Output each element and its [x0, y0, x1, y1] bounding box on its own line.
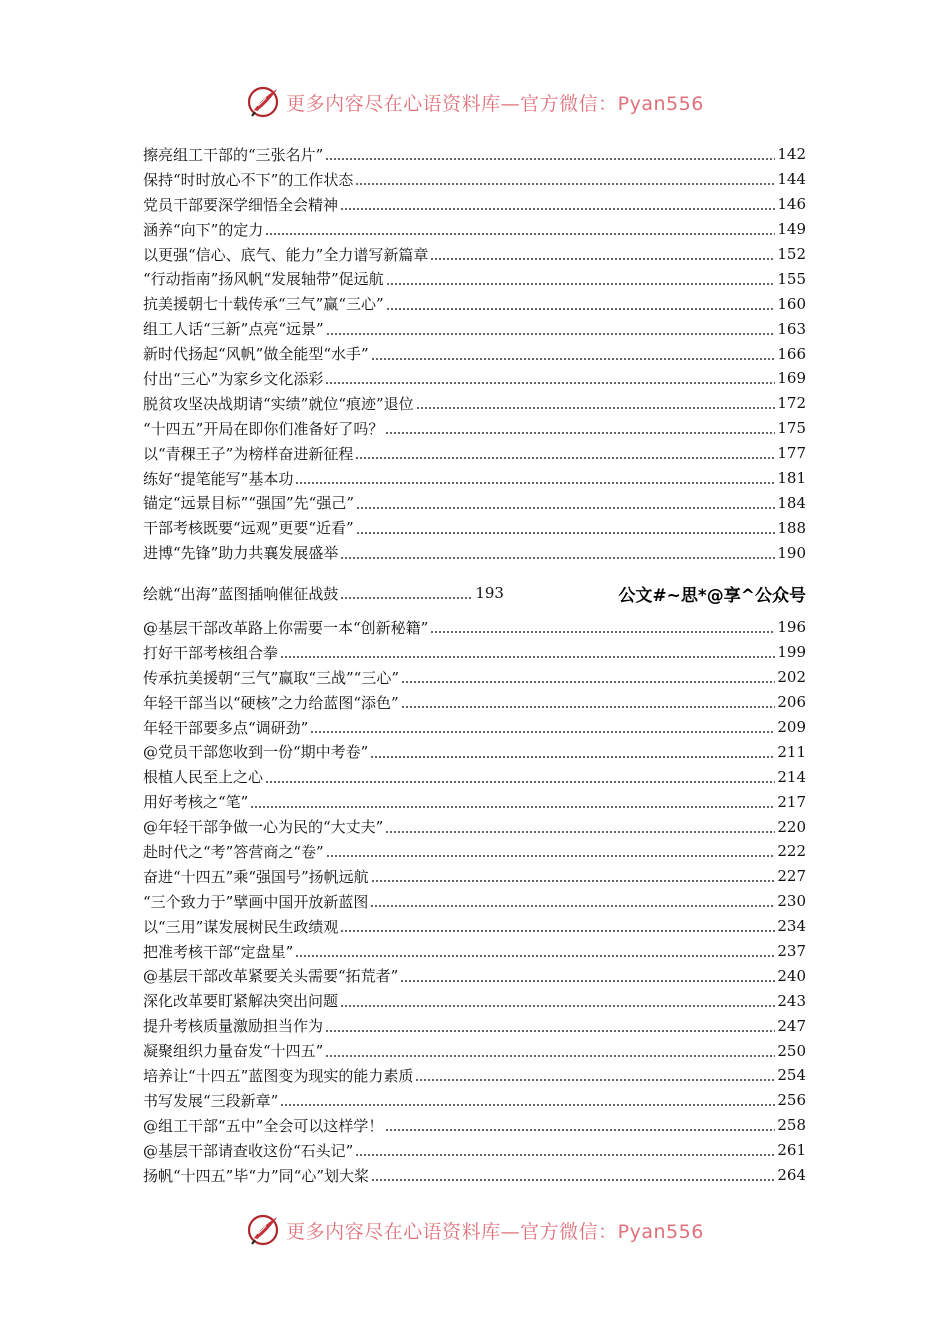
- toc-entry-title: 以更强“信心、底气、能力”全力谱写新篇章: [143, 245, 429, 264]
- toc-entry-page: 172: [777, 394, 806, 413]
- toc-entry[interactable]: [143, 889, 806, 914]
- toc-entry-title: 进博“先锋”助力共襄发展盛举: [143, 544, 339, 563]
- dot-leader: [340, 597, 473, 599]
- toc-entry-title: 保持“时时放心不下”的工作状态: [143, 170, 354, 189]
- toc-entry[interactable]: [143, 490, 806, 515]
- dot-leader: [250, 806, 775, 808]
- toc-entry[interactable]: [143, 814, 806, 839]
- dot-leader: [325, 382, 775, 384]
- toc-entry-with-watermark[interactable]: [143, 580, 806, 606]
- dot-leader: [310, 731, 775, 733]
- toc-entry[interactable]: [143, 1113, 806, 1138]
- toc-entry-title: 年轻干部要多点“调研劲”: [143, 718, 309, 737]
- toc-entry-page: 264: [777, 1166, 806, 1185]
- toc-entry-title: @组工干部“五中”全会可以这样学！: [143, 1116, 384, 1135]
- toc-entry-page: 149: [777, 220, 806, 239]
- toc-entry-page: 227: [777, 867, 806, 886]
- dot-leader: [280, 1104, 775, 1106]
- toc-entry-title: 擦亮组工干部的“三张名片”: [143, 145, 324, 164]
- toc-entry-title: 用好考核之“笔”: [143, 793, 249, 812]
- dot-leader: [385, 831, 775, 833]
- dot-leader: [416, 407, 776, 409]
- toc-entry[interactable]: [143, 416, 806, 441]
- dot-leader: [265, 781, 775, 783]
- toc-entry[interactable]: [143, 316, 806, 341]
- toc-entry[interactable]: [143, 715, 806, 740]
- toc-entry[interactable]: [143, 665, 806, 690]
- toc-entry-page: 169: [777, 369, 806, 388]
- dot-leader: [325, 1030, 775, 1032]
- toc-entry[interactable]: [143, 1138, 806, 1163]
- toc-entry-page: 250: [777, 1041, 806, 1060]
- dot-leader: [371, 880, 776, 882]
- toc-entry-page: 160: [777, 294, 806, 313]
- dot-leader: [371, 1179, 775, 1181]
- toc-entry-page: 196: [777, 618, 806, 637]
- toc-entry-page: 214: [777, 767, 806, 786]
- toc-entry[interactable]: [143, 217, 806, 242]
- toc-entry[interactable]: [143, 640, 806, 665]
- toc-entry[interactable]: [143, 441, 806, 466]
- toc-entry-title: 新时代扬起“风帆”做全能型“水手”: [143, 345, 369, 364]
- toc-entry-title: 练好“提笔能写”基本功: [143, 469, 294, 488]
- toc-entry[interactable]: [143, 1038, 806, 1063]
- quill-logo-icon: [246, 1212, 282, 1248]
- dot-leader: [340, 930, 775, 932]
- dot-leader: [265, 233, 775, 235]
- toc-entry-title: “行动指南”扬风帆“发展轴带”促远航: [143, 270, 384, 289]
- toc-entry-title: 抗美援朝七十载传承“三气”赢“三心”: [143, 295, 384, 314]
- toc-entry-title: @基层干部改革路上你需要一本“创新秘籍”: [143, 618, 429, 637]
- footer-banner: [0, 1210, 950, 1250]
- quill-logo-icon: [246, 84, 282, 120]
- toc-entry-title: @党员干部您收到一份“期中考卷”: [143, 743, 369, 762]
- toc-entry-title: 组工人话“三新”点亮“远景”: [143, 320, 324, 339]
- dot-leader: [355, 183, 775, 185]
- toc-entry-title: 扬帆“十四五”毕“力”同“心”划大桨: [143, 1166, 370, 1185]
- toc-entry-page: 184: [777, 493, 806, 512]
- toc-entry[interactable]: [143, 515, 806, 540]
- toc-entry[interactable]: [143, 789, 806, 814]
- toc-entry-title: “三个致力于”擘画中国开放新蓝图: [143, 892, 369, 911]
- dot-leader: [325, 158, 775, 160]
- toc-entry-title: 根植人民至上之心: [143, 768, 264, 787]
- toc-entry[interactable]: [143, 939, 806, 964]
- toc-entry[interactable]: [143, 1088, 806, 1113]
- dot-leader: [370, 756, 775, 758]
- toc-entry-page: 243: [777, 991, 806, 1010]
- toc-entry[interactable]: [143, 739, 806, 764]
- toc-entry[interactable]: [143, 764, 806, 789]
- dot-leader: [386, 283, 776, 285]
- toc-entry-page: 247: [777, 1016, 806, 1035]
- toc-entry-page: 209: [777, 718, 806, 736]
- toc-entry-title: 党员干部要深学细悟全会精神: [143, 195, 339, 214]
- dot-leader: [340, 208, 775, 210]
- dot-leader: [401, 706, 776, 708]
- dot-leader: [295, 955, 775, 957]
- toc-entry-page: 175: [777, 419, 806, 438]
- dot-leader: [386, 308, 776, 310]
- toc-section-2: [143, 615, 806, 1187]
- toc-entry-page: 240: [777, 966, 806, 985]
- toc-entry-page: 230: [777, 892, 806, 911]
- watermark-text: 公文#~思*@享^公众号: [618, 585, 806, 606]
- toc-entry-page: 142: [777, 145, 806, 164]
- toc-entry-page: 166: [777, 344, 806, 363]
- banner-text: 更多内容尽在心语资料库—官方微信：Pyan556: [286, 92, 704, 115]
- banner-text: 更多内容尽在心语资料库—官方微信：Pyan556: [286, 1220, 704, 1243]
- dot-leader: [355, 457, 775, 459]
- toc-entry[interactable]: [143, 1013, 806, 1038]
- toc-entry[interactable]: [143, 615, 806, 640]
- toc-entry-page: 254: [777, 1066, 806, 1085]
- dot-leader: [325, 1055, 775, 1057]
- toc-entry-page: 188: [777, 518, 806, 537]
- toc-entry-title: 以“青稞王子”为榜样奋进新征程: [143, 444, 354, 463]
- toc-entry[interactable]: [143, 391, 806, 416]
- toc-entry[interactable]: [143, 192, 806, 217]
- toc-entry-title: 干部考核既要“远观”更要“近看”: [143, 519, 354, 538]
- dot-leader: [295, 482, 775, 484]
- toc-entry-page: 222: [777, 842, 806, 861]
- toc-entry-page: 261: [777, 1141, 806, 1160]
- toc-entry-page: 163: [777, 319, 806, 338]
- dot-leader: [280, 656, 775, 658]
- toc-entry-title: 以“三用”谋发展树民生政绩观: [143, 917, 339, 936]
- toc-entry-title: @基层干部改革紧要关头需要“拓荒者”: [143, 967, 399, 986]
- toc-entry-page: 144: [777, 170, 806, 189]
- toc-entry-title: 把准考核干部“定盘星”: [143, 942, 294, 961]
- toc-entry-title: 凝聚组织力量奋发“十四五”: [143, 1042, 324, 1061]
- toc-section-1: [143, 142, 806, 565]
- dot-leader: [326, 333, 776, 335]
- toc-entry[interactable]: [143, 1163, 806, 1188]
- toc-entry-title: 年轻干部当以“硬核”之力给蓝图“添色”: [143, 693, 399, 712]
- header-banner: [0, 82, 950, 122]
- toc-entry[interactable]: [143, 864, 806, 889]
- dot-leader: [385, 1129, 775, 1131]
- toc-entry[interactable]: [143, 291, 806, 316]
- toc-entry-page: 211: [777, 742, 806, 761]
- dot-leader: [355, 1154, 775, 1156]
- toc-entry-page: 256: [777, 1091, 806, 1110]
- toc-entry[interactable]: [143, 690, 806, 715]
- toc-entry-title: 传承抗美援朝“三气”赢取“三战”“三心”: [143, 668, 400, 687]
- toc-entry[interactable]: [143, 988, 806, 1013]
- toc-entry-title: 奋进“十四五”乘“强国号”扬帆远航: [143, 867, 369, 886]
- toc-entry-page: 202: [777, 668, 806, 687]
- toc-entry[interactable]: [143, 142, 806, 167]
- toc-entry-title: 培养让“十四五”蓝图变为现实的能力素质: [143, 1066, 414, 1085]
- toc-entry[interactable]: [143, 167, 806, 192]
- toc-entry[interactable]: [143, 341, 806, 366]
- toc-entry-page: 177: [777, 444, 806, 463]
- toc-entry[interactable]: [143, 963, 806, 988]
- dot-leader: [356, 532, 776, 534]
- toc-entry-title: 绘就“出海”蓝图插响催征战鼓: [143, 584, 339, 603]
- toc-entry-page: 217: [777, 792, 806, 811]
- toc-entry[interactable]: [143, 540, 806, 565]
- dot-leader: [356, 507, 775, 509]
- dot-leader: [326, 855, 776, 857]
- dot-leader: [385, 432, 775, 434]
- toc-entry-title: 打好干部考核组合拳: [143, 643, 279, 662]
- dot-leader: [370, 905, 775, 907]
- toc-entry[interactable]: [143, 1063, 806, 1088]
- toc-entry-page: 199: [777, 643, 806, 662]
- toc-entry-title: 脱贫攻坚决战期请“实绩”就位“痕迹”退位: [143, 394, 414, 413]
- dot-leader: [371, 358, 776, 360]
- toc-entry-page: 155: [777, 269, 806, 288]
- toc-entry[interactable]: [143, 266, 806, 291]
- toc-entry-page: 193: [475, 584, 504, 602]
- toc-entry-title: “十四五”开局在即你们准备好了吗？: [143, 419, 384, 438]
- dot-leader: [415, 1079, 775, 1081]
- toc-entry-title: 赴时代之“考”答营商之“卷”: [143, 842, 324, 861]
- toc-entry-title: @基层干部请查收这份“石头记”: [143, 1141, 354, 1160]
- toc-entry-title: 涵养“向下”的定力: [143, 220, 264, 239]
- toc-entry[interactable]: [143, 366, 806, 391]
- toc-entry[interactable]: [143, 914, 806, 939]
- toc-entry-page: 146: [777, 195, 806, 214]
- dot-leader: [340, 557, 775, 559]
- toc-entry-title: 提升考核质量激励担当作为: [143, 1017, 324, 1036]
- toc-entry-title: 锚定“远景目标”“强国”先“强己”: [143, 494, 355, 513]
- toc-entry-page: 181: [777, 469, 806, 488]
- dot-leader: [400, 980, 775, 982]
- dot-leader: [430, 631, 775, 633]
- toc-entry-title: 付出“三心”为家乡文化添彩: [143, 369, 324, 388]
- dot-leader: [401, 681, 775, 683]
- dot-leader: [430, 258, 775, 260]
- toc-entry-title: @年轻干部争做一心为民的“大丈夫”: [143, 818, 384, 837]
- toc-entry-page: 152: [777, 245, 806, 263]
- toc-entry-page: 190: [777, 543, 806, 562]
- toc-entry-title: 深化改革要盯紧解决突出问题: [143, 992, 339, 1011]
- toc-entry-page: 237: [777, 942, 806, 961]
- toc-entry-page: 234: [777, 917, 806, 936]
- toc-entry[interactable]: [143, 242, 806, 267]
- toc-entry[interactable]: [143, 839, 806, 864]
- dot-leader: [340, 1005, 775, 1007]
- toc-entry-page: 258: [777, 1116, 806, 1135]
- toc-entry-title: 书写发展“三段新章”: [143, 1091, 279, 1110]
- toc-entry[interactable]: [143, 466, 806, 491]
- toc-entry-page: 206: [777, 693, 806, 712]
- toc-entry-page: 220: [777, 817, 806, 836]
